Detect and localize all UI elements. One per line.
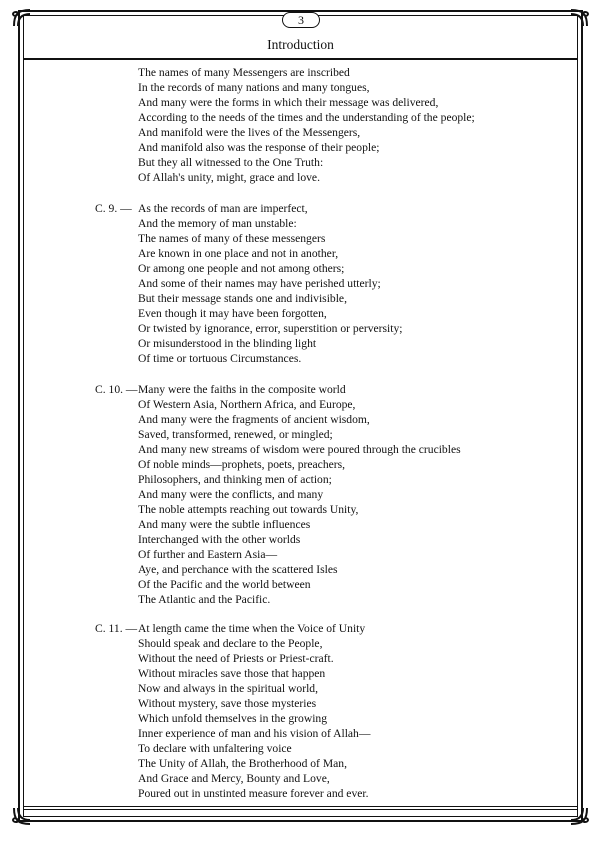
- corner-ornament-icon: [10, 804, 34, 828]
- verse-line: Of Western Asia, Northern Africa, and Europe,: [138, 398, 356, 411]
- verse-line: And many were the forms in which their message was delivered,: [138, 96, 439, 109]
- verse-line: As the records of man are imperfect,: [138, 202, 308, 215]
- verse-line: Aye, and perchance with the scattered Isles: [138, 563, 338, 576]
- verse-line: And manifold also was the response of their people;: [138, 141, 380, 154]
- verse-line: Without miracles save those that happen: [138, 667, 326, 680]
- verse-line: And the memory of man unstable:: [138, 217, 297, 230]
- verse-line: The names of many of these messengers: [138, 232, 326, 245]
- page-number: 3: [282, 12, 320, 28]
- verse-line: And manifold were the lives of the Messengers,: [138, 126, 361, 139]
- verse-line: The Atlantic and the Pacific.: [138, 593, 271, 606]
- verse-line: Saved, transformed, renewed, or mingled;: [138, 428, 333, 441]
- verse-line: Of the Pacific and the world between: [138, 578, 311, 591]
- verse-line: Of further and Eastern Asia—: [138, 548, 278, 561]
- verse-line: Without mystery, save those mysteries: [138, 697, 317, 710]
- verse-line: The names of many Messengers are inscribed: [138, 66, 350, 79]
- verse-line: Interchanged with the other worlds: [138, 533, 301, 546]
- verse-line: Even though it may have been forgotten,: [138, 307, 327, 320]
- corner-ornament-icon: [567, 804, 591, 828]
- verse-line: Are known in one place and not in another,: [138, 247, 339, 260]
- verse-line: And Grace and Mercy, Bounty and Love,: [138, 772, 330, 785]
- verse-line: Without the need of Priests or Priest-craft.: [138, 652, 334, 665]
- verse-line: Poured out in unstinted measure forever and ever.: [138, 787, 369, 800]
- verse-line: And some of their names may have perished utterly;: [138, 277, 381, 290]
- verse-line: In the records of many nations and many tongues,: [138, 81, 370, 94]
- page-title: Introduction: [267, 37, 334, 52]
- verse-line: And many were the conflicts, and many: [138, 488, 324, 501]
- header-rule: [23, 58, 578, 60]
- verse-line: Philosophers, and thinking men of action;: [138, 473, 332, 486]
- verse-line: The noble attempts reaching out towards Unity,: [138, 503, 359, 516]
- verse-line: And many were the subtle influences: [138, 518, 311, 531]
- verse-line: But their message stands one and indivisible,: [138, 292, 347, 305]
- footer-rule: [23, 806, 578, 807]
- verse-line: Of noble minds—prophets, poets, preachers,: [138, 458, 346, 471]
- section-label: C. 10. —: [95, 383, 138, 396]
- verse-line: And many new streams of wisdom were poured through the crucibles: [138, 443, 461, 456]
- verse-line: Or misunderstood in the blinding light: [138, 337, 317, 350]
- verse-line: Of Allah's unity, might, grace and love.: [138, 171, 320, 184]
- verse-line: Which unfold themselves in the growing: [138, 712, 328, 725]
- verse-line: To declare with unfaltering voice: [138, 742, 292, 755]
- corner-ornament-icon: [567, 6, 591, 30]
- verse-line: Or twisted by ignorance, error, superstition or perversity;: [138, 322, 403, 335]
- verse-line: According to the needs of the times and the understanding of the people;: [138, 111, 475, 124]
- section-label: C. 9. —: [95, 202, 132, 215]
- verse-line: And many were the fragments of ancient wisdom,: [138, 413, 370, 426]
- verse-line: At length came the time when the Voice of Unity: [138, 622, 366, 635]
- section-label: C. 11. —: [95, 622, 138, 635]
- verse-line: Many were the faiths in the composite world: [138, 383, 346, 396]
- corner-ornament-icon: [10, 6, 34, 30]
- verse-line: Inner experience of man and his vision of Allah—: [138, 727, 371, 740]
- verse-line: Or among one people and not among others;: [138, 262, 345, 275]
- verse-line: But they all witnessed to the One Truth:: [138, 156, 324, 169]
- verse-line: Of time or tortuous Circumstances.: [138, 352, 302, 365]
- verse-line: Should speak and declare to the People,: [138, 637, 323, 650]
- verse-line: The Unity of Allah, the Brotherhood of Man,: [138, 757, 347, 770]
- verse-line: Now and always in the spiritual world,: [138, 682, 318, 695]
- footer-rule-double: [23, 809, 578, 810]
